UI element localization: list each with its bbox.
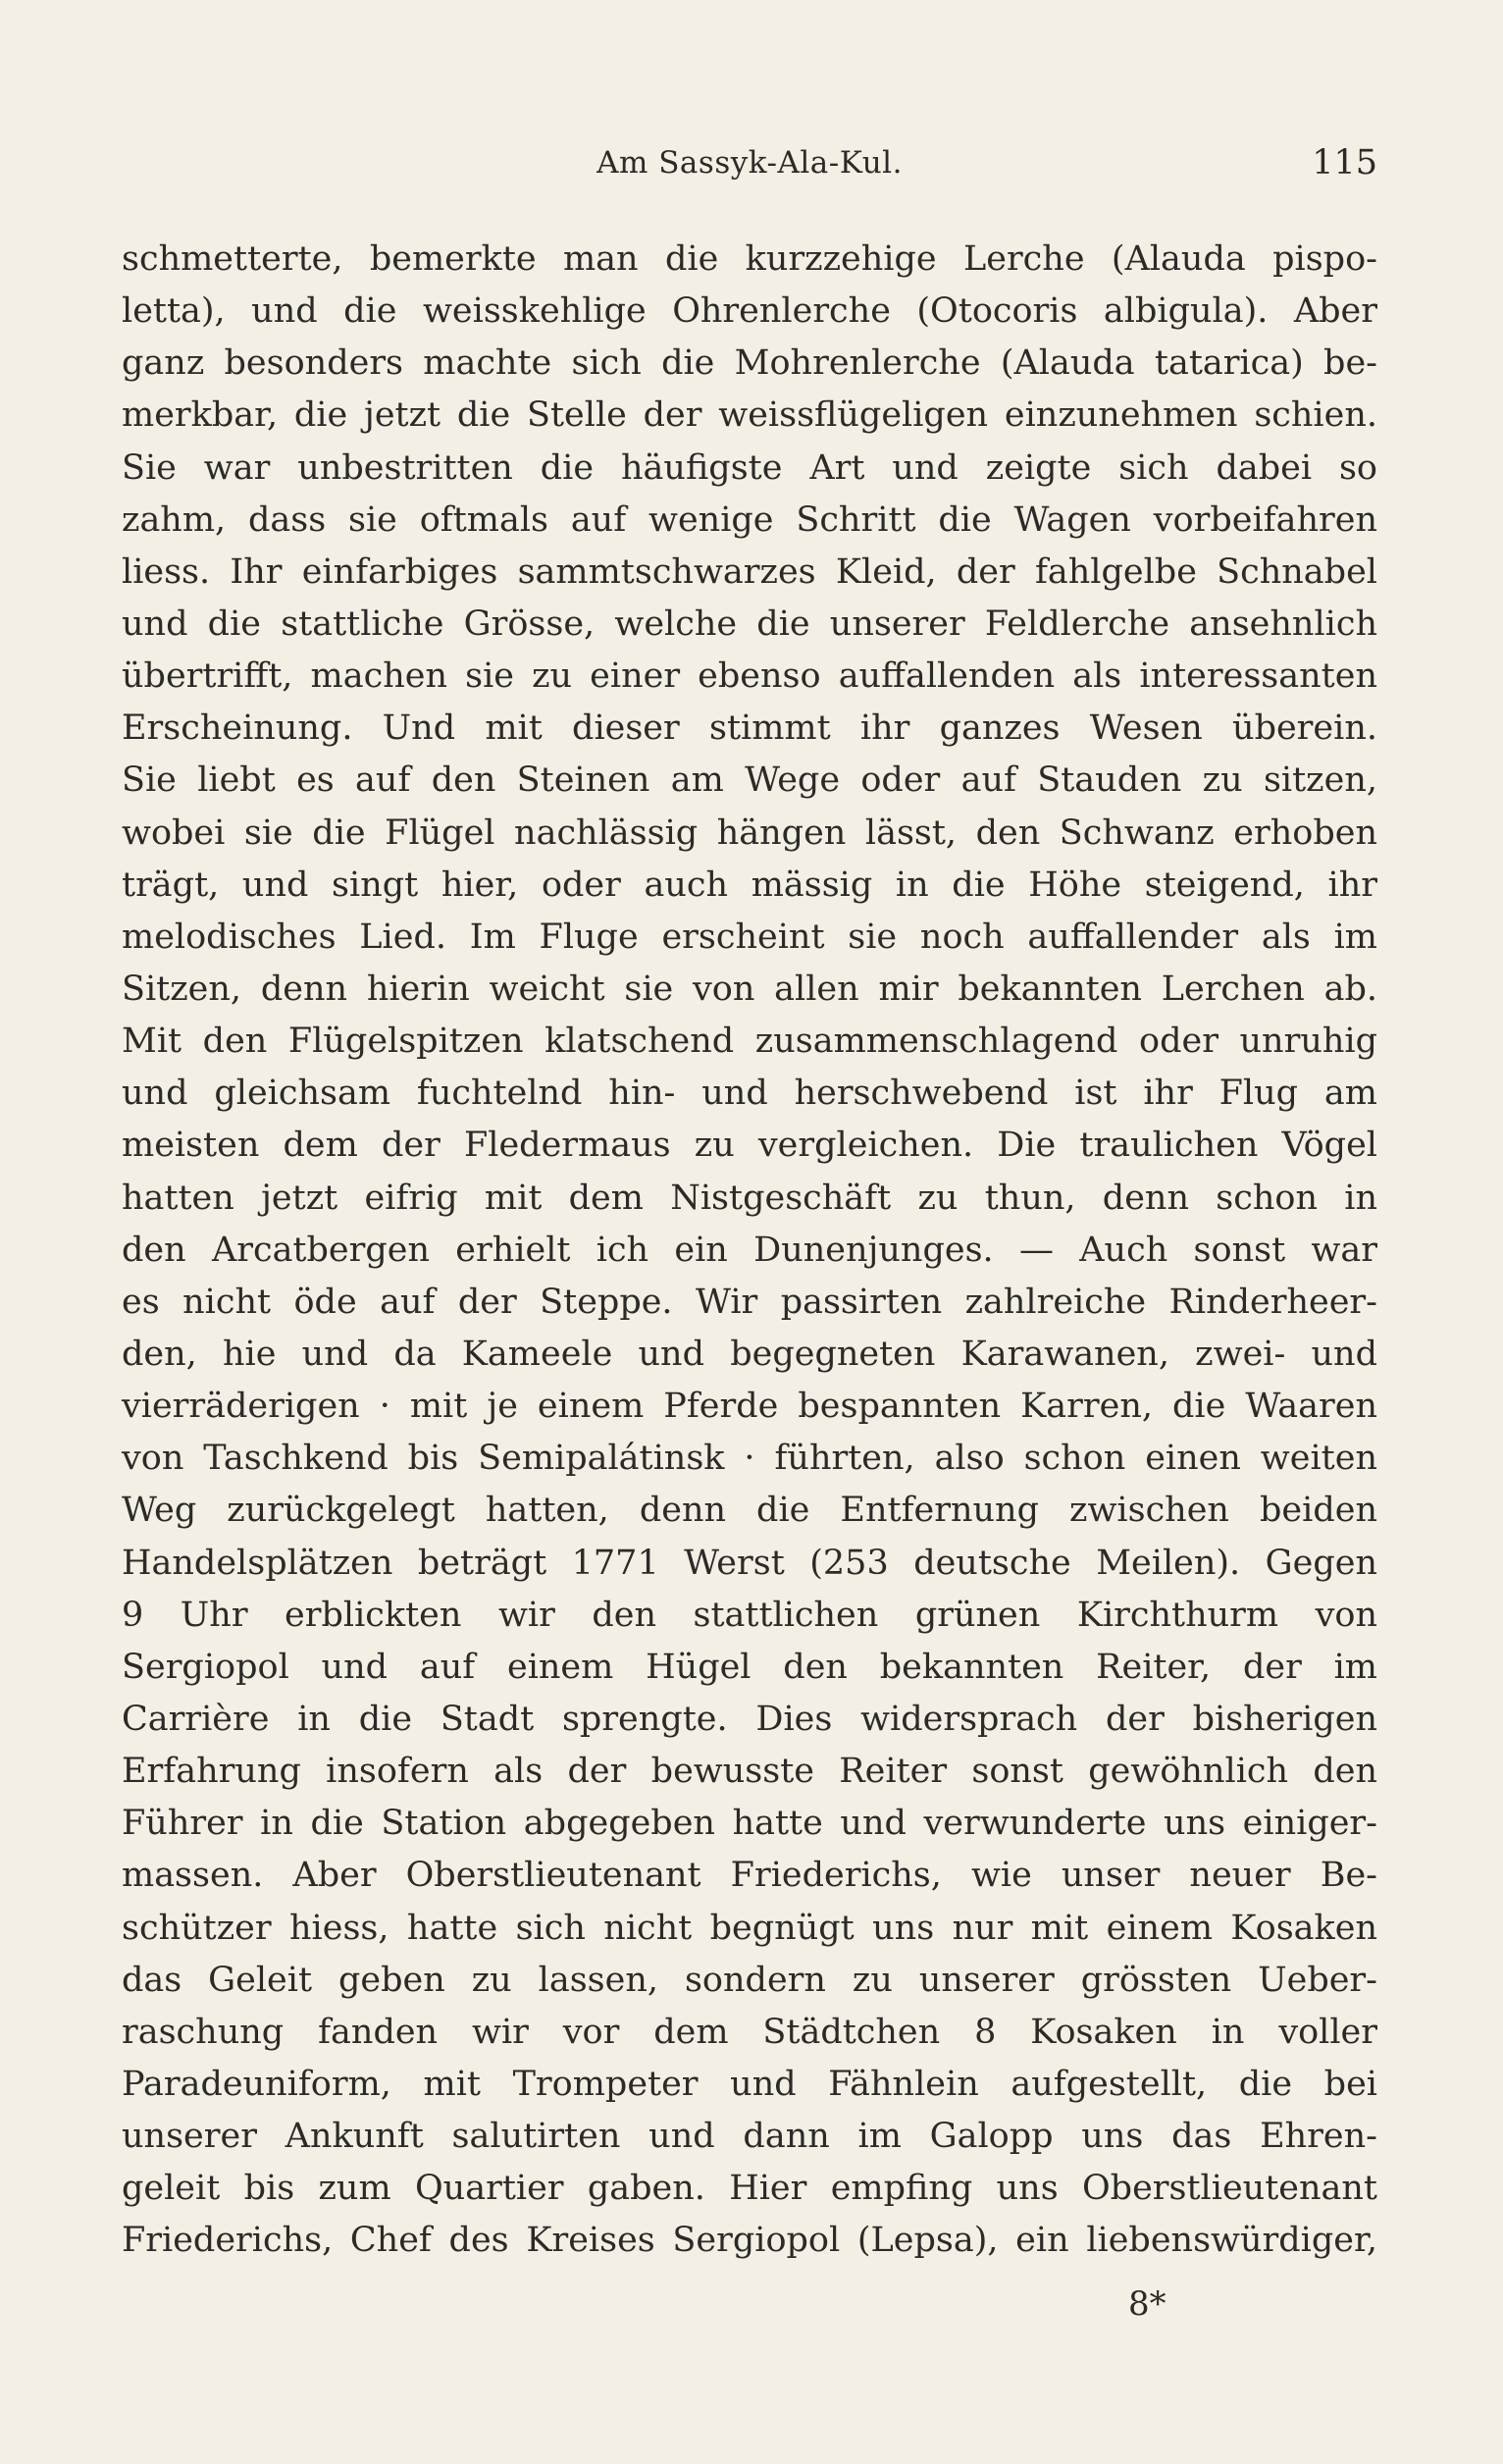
text-line: Sergiopol und auf einem Hügel den bekannten Reiter, der im (122, 1647, 1377, 1687)
text-line: liess. Ihr einfarbiges sammtschwarzes Kleid, der fahlgelbe Schnabel (122, 551, 1377, 592)
text-line: merkbar, die jetzt die Stelle der weissflügeligen einzunehmen schien. (122, 395, 1377, 436)
page-number: 115 (1312, 143, 1377, 183)
page-header (122, 145, 1377, 194)
text-line: unserer Ankunft salutirten und dann im Galopp uns das Ehren- (122, 2117, 1377, 2157)
text-line: es nicht öde auf der Steppe. Wir passirten zahlreiche Rinderheer- (122, 1282, 1377, 1322)
text-line: ganz besonders machte sich die Mohrenlerche (Alauda tatarica) be- (122, 343, 1377, 384)
text-line: Weg zurückgelegt hatten, denn die Entfernung zwischen beiden (122, 1491, 1377, 1531)
text-line: letta), und die weisskehlige Ohrenlerche (Otocoris albigula). Aber (122, 291, 1377, 332)
text-line: Carrière in die Stadt sprengte. Dies widersprach der bisherigen (122, 1699, 1377, 1739)
text-line: raschung fanden wir vor dem Städtchen 8 Kosaken in voller (122, 2012, 1377, 2052)
text-line: Erfahrung insofern als der bewusste Reiter sonst gewöhnlich den (122, 1752, 1377, 1792)
text-line: das Geleit geben zu lassen, sondern zu unserer grössten Ueber- (122, 1960, 1377, 2000)
text-line: geleit bis zum Quartier gaben. Hier empfing uns Oberstlieutenant (122, 2169, 1377, 2209)
text-line: melodisches Lied. Im Fluge erscheint sie noch auffallender als im (122, 917, 1377, 957)
text-line: schmetterte, bemerkte man die kurzzehige Lerche (Alauda pispo- (122, 239, 1377, 279)
text-line: trägt, und singt hier, oder auch mässig in die Höhe steigend, ihr (122, 865, 1377, 905)
text-line: hatten jetzt eifrig mit dem Nistgeschäft zu thun, denn schon in (122, 1178, 1377, 1218)
text-line: zahm, dass sie oftmals auf wenige Schritt die Wagen vorbeifahren (122, 499, 1377, 540)
text-line: und gleichsam fuchtelnd hin- und herschwebend ist ihr Flug am (122, 1074, 1377, 1114)
text-line: Sitzen, denn hierin weicht sie von allen mir bekannten Lerchen ab. (122, 969, 1377, 1009)
text-line: Sie liebt es auf den Steinen am Wege oder auf Stauden zu sitzen, (122, 760, 1377, 801)
text-line: übertrifft, machen sie zu einer ebenso auffallenden als interessanten (122, 656, 1377, 697)
text-line: massen. Aber Oberstlieutenant Friederichs, wie unser neuer Be- (122, 1856, 1377, 1896)
text-line: den Arcatbergen erhielt ich ein Dunenjunges. — Auch sonst war (122, 1230, 1377, 1270)
text-line: vierräderigen · mit je einem Pferde bespannten Karren, die Waaren (122, 1387, 1377, 1427)
text-line: von Taschkend bis Semipalátinsk · führten, also schon einen weiten (122, 1439, 1377, 1479)
text-line: schützer hiess, hatte sich nicht begnügt uns nur mit einem Kosaken (122, 1908, 1377, 1948)
text-line: Handelsplätzen beträgt 1771 Werst (253 deutsche Meilen). Gegen (122, 1543, 1377, 1583)
text-line: Sie war unbestritten die häufigste Art und zeigte sich dabei so (122, 447, 1377, 488)
text-line: den, hie und da Kameele und begegneten Karawanen, zwei- und (122, 1334, 1377, 1374)
running-head: Am Sassyk-Ala-Kul. (596, 145, 903, 181)
text-line: Mit den Flügelspitzen klatschend zusammenschlagend oder unruhig (122, 1022, 1377, 1062)
text-line: Friederichs, Chef des Kreises Sergiopol (Lepsa), ein liebenswürdiger, (122, 2221, 1377, 2261)
text-line: meisten dem der Fledermaus zu vergleichen. Die traulichen Vögel (122, 1126, 1377, 1166)
text-line: Erscheinung. Und mit dieser stimmt ihr ganzes Wesen überein. (122, 708, 1377, 749)
text-line: Paradeuniform, mit Trompeter und Fähnlein aufgestellt, die bei (122, 2064, 1377, 2104)
printer-signature-mark: 8* (1128, 2284, 1166, 2324)
text-line: und die stattliche Grösse, welche die unserer Feldlerche ansehnlich (122, 603, 1377, 644)
text-line: Führer in die Station abgegeben hatte und verwunderte uns einiger- (122, 1804, 1377, 1844)
body-text (122, 234, 1377, 2267)
text-line: wobei sie die Flügel nachlässig hängen lässt, den Schwanz erhoben (122, 813, 1377, 853)
text-line: 9 Uhr erblickten wir den stattlichen grünen Kirchthurm von (122, 1595, 1377, 1635)
